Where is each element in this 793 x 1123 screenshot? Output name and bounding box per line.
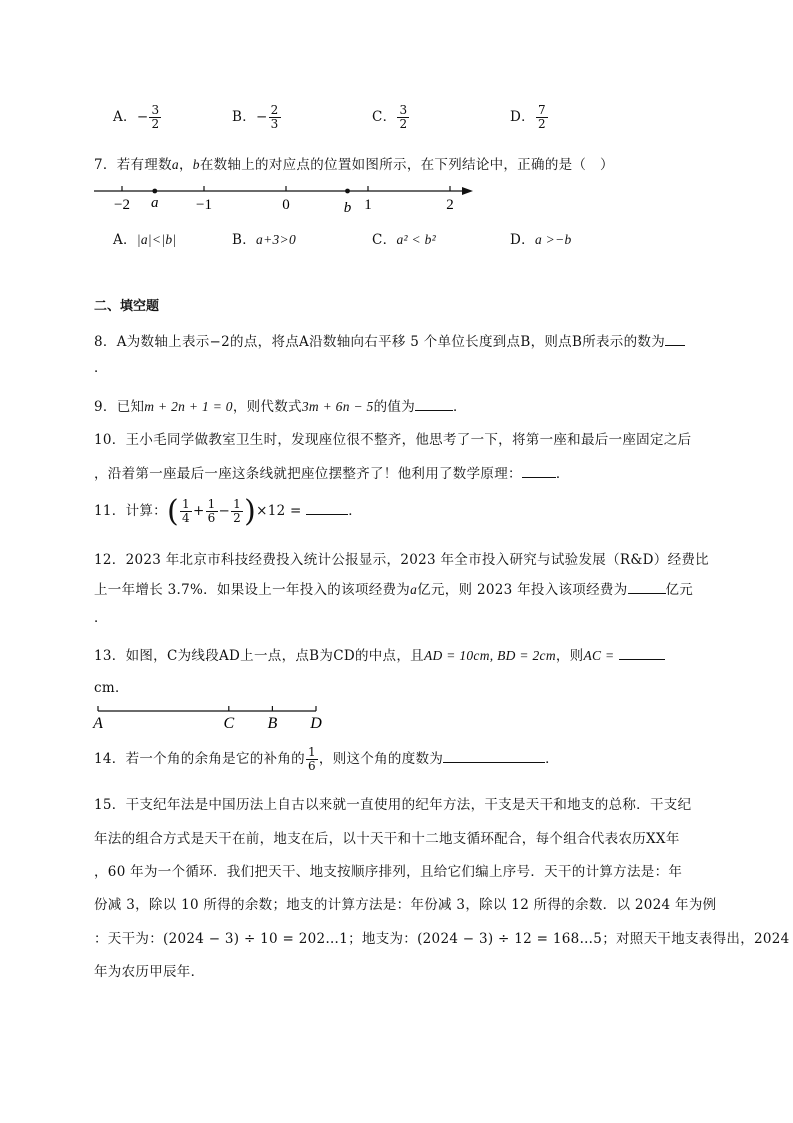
fraction: $\frac{2}{3}$ bbox=[270, 103, 279, 131]
section-title: 二、填空题 bbox=[94, 299, 160, 314]
right-paren: ) bbox=[244, 494, 257, 529]
fraction: $\frac{1}{4}$ bbox=[182, 497, 190, 525]
q9: 9．已知m + 2n + 1 = 0，则代数式3m + 6n − 5的值为 ． bbox=[94, 399, 467, 415]
segment-point-label: B bbox=[267, 715, 278, 732]
q12-line2: 上一年增长 3.7%．如果设上一年投入的该项经费为a亿元，则 2023 年投入该项经费为 亿元 bbox=[94, 582, 694, 598]
answer-blank[interactable] bbox=[522, 465, 556, 478]
q14: 14．若一个角的余角是它的补角的 $\frac{1}{6}$ ，则这个角的度数为 ． bbox=[94, 745, 559, 773]
axis-tick-label: 2 bbox=[446, 197, 454, 213]
fraction: $\frac{1}{6}$ bbox=[207, 497, 216, 525]
answer-blank[interactable] bbox=[415, 398, 453, 411]
answer-blank[interactable] bbox=[443, 750, 545, 763]
segment-point-label: D bbox=[310, 715, 322, 732]
q13-line2: cm． bbox=[94, 680, 129, 696]
q8-line1: 8．A为数轴上表示−2的点，将点A沿数轴向右平移 5 个单位长度到点B，则点B所表示的数为 bbox=[94, 330, 685, 350]
q7-option-b: B．a+3>0 bbox=[232, 232, 297, 248]
q15-line: ，60 年为一个循环．我们把天干、地支按顺序排列，且给它们编上序号．天干的计算方法是：年 bbox=[94, 864, 683, 880]
q6-option-b: B．− $\frac{2}{3}$ bbox=[232, 103, 279, 131]
q13-segment-figure bbox=[90, 700, 330, 736]
q7-stem: 7．若有理数a，b在数轴上的对应点的位置如图所示，在下列结论中，正确的是（ ） bbox=[94, 157, 614, 173]
axis-tick-label: 1 bbox=[364, 197, 372, 213]
left-paren: ( bbox=[166, 494, 179, 529]
q10-line1: 10．王小毛同学做教室卫生时，发现座位很不整齐，他思考了一下，将第一座和最后一座固定之后 bbox=[94, 432, 692, 448]
segment-point-label: A bbox=[93, 715, 103, 732]
q15-line: ：天干为：(2024 − 3) ÷ 10 = 202…1；地支为：(2024 − 3) ÷ 12 = 168…5；对照天干地支表得出，2024 bbox=[94, 931, 790, 947]
fraction: $\frac{3}{2}$ bbox=[399, 103, 408, 131]
axis-tick-label: −2 bbox=[114, 197, 130, 213]
q10-line2: ，沿着第一座最后一座这条线就把座位摆整齐了！他利用了数学原理： ． bbox=[94, 466, 570, 482]
q15-line: 15．干支纪年法是中国历法上自古以来就一直使用的纪年方法，干支是天干和地支的总称．干支纪 bbox=[94, 797, 692, 813]
q7-option-a: A．|a|<|b| bbox=[113, 232, 177, 248]
point-marker bbox=[345, 189, 350, 194]
point-marker bbox=[152, 189, 157, 194]
q12-line3: ． bbox=[94, 610, 108, 626]
fraction: $\frac{1}{6}$ bbox=[307, 745, 316, 773]
answer-blank[interactable] bbox=[306, 502, 348, 515]
axis-tick-label: −1 bbox=[196, 197, 212, 213]
point-label: b bbox=[343, 200, 352, 215]
q8-line2: ． bbox=[94, 360, 108, 376]
q6-option-d: D． $\frac{7}{2}$ bbox=[510, 103, 546, 131]
answer-blank[interactable] bbox=[665, 333, 685, 346]
fraction: $\frac{1}{2}$ bbox=[233, 497, 242, 525]
fraction: $\frac{3}{2}$ bbox=[151, 103, 160, 131]
q13-line1: 13．如图，C为线段AD上一点，点B为CD的中点，且AD = 10cm, BD = 2cm，则AC = bbox=[94, 644, 665, 664]
fraction: $\frac{7}{2}$ bbox=[537, 103, 546, 131]
q6-option-c: C． $\frac{3}{2}$ bbox=[372, 103, 408, 131]
q7-option-d: D．a >−b bbox=[510, 232, 572, 248]
axis-arrow-icon bbox=[462, 187, 473, 195]
axis-tick-label: 0 bbox=[282, 197, 290, 213]
segment-point-label: C bbox=[223, 715, 235, 732]
q15-line: 年法的组合方式是天干在前，地支在后，以十天干和十二地支循环配合，每个组合代表农历XX年 bbox=[94, 831, 680, 847]
q15-line: 份减 3，除以 10 所得的余数；地支的计算方法是：年份减 3，除以 12 所得的余数．以 2024 年为例 bbox=[94, 897, 717, 913]
answer-blank[interactable] bbox=[628, 581, 666, 594]
q11: 11．计算：( $\frac{1}{4}$ + $\frac{1}{6}$ − $\frac{1}{2}$ )×12 = ． bbox=[94, 494, 363, 529]
point-label: a bbox=[151, 195, 159, 211]
q6-option-a: A．− $\frac{3}{2}$ bbox=[113, 103, 160, 131]
q7-option-c: C．a² < b² bbox=[372, 232, 436, 248]
answer-blank[interactable] bbox=[619, 647, 665, 660]
q12-line1: 12．2023 年北京市科技经费投入统计公报显示，2023 年全市投入研究与试验发展（R&D）经费比 bbox=[94, 552, 709, 568]
q7-number-line bbox=[90, 175, 480, 215]
q15-line: 年为农历甲辰年． bbox=[94, 964, 205, 980]
